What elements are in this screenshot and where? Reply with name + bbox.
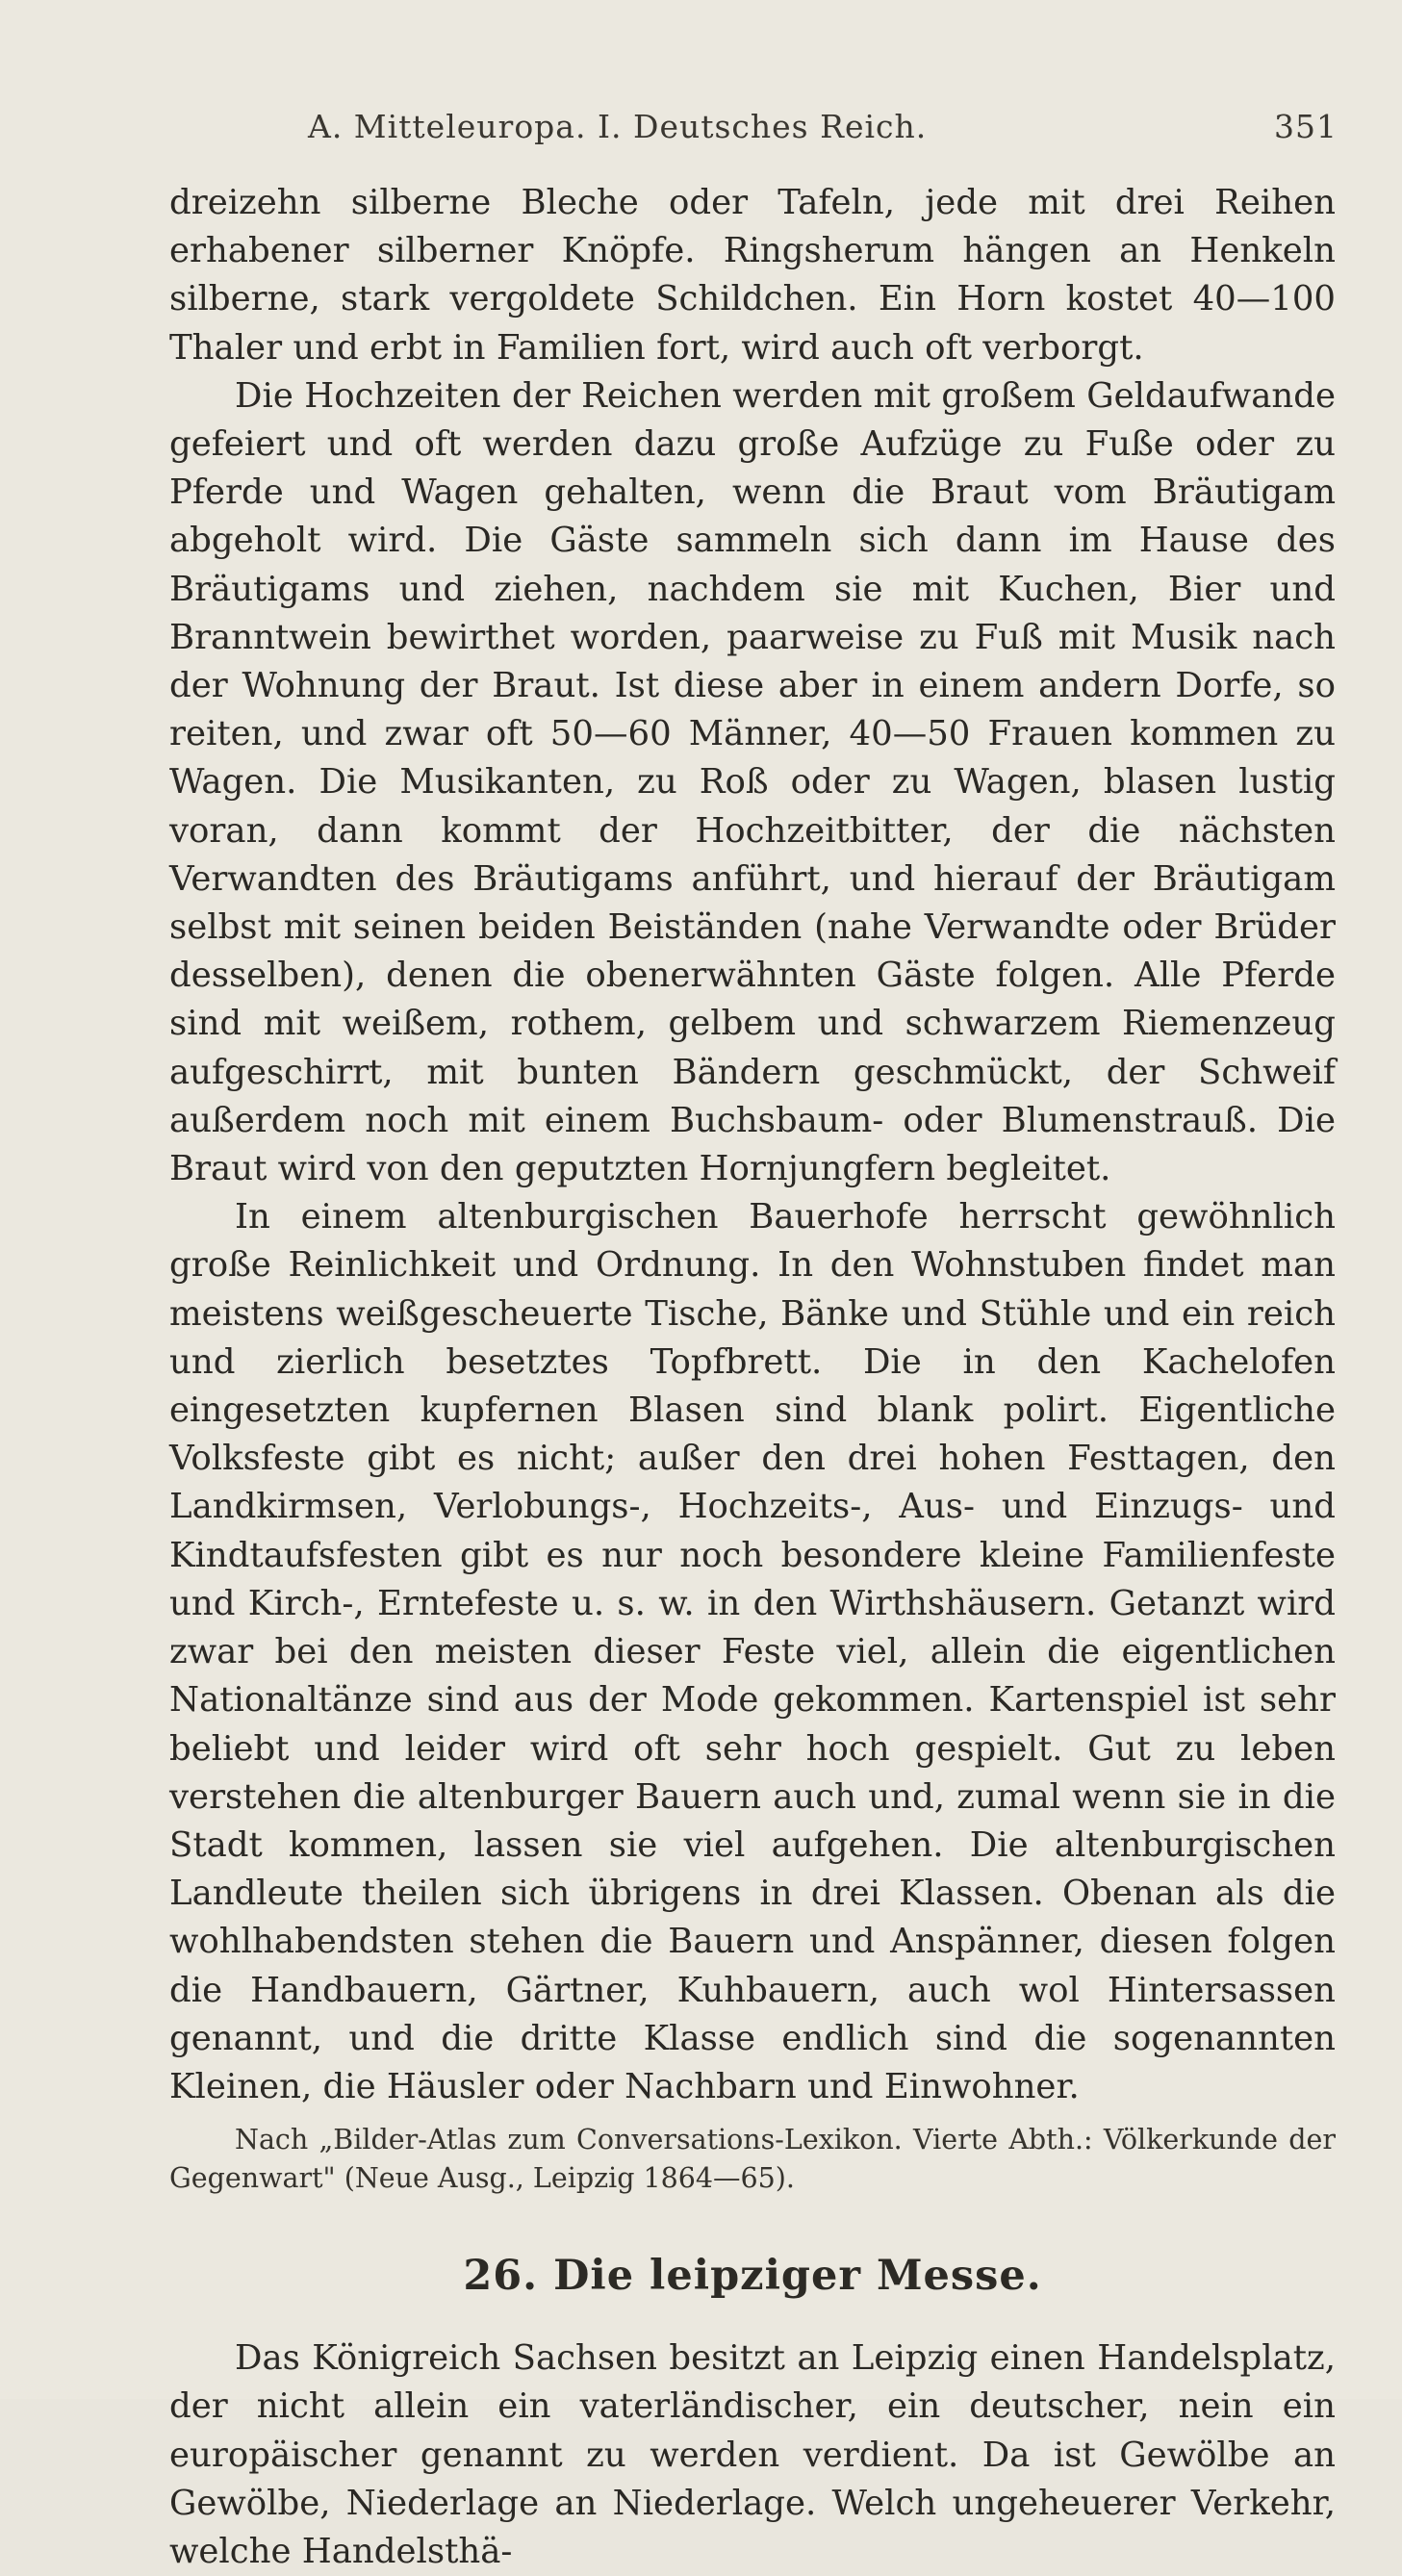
paragraph-continuation: dreizehn silberne Bleche oder Tafeln, jede mit drei Reihen erhabener silberner Knöpfe. Ringsherum hängen an Henkeln silberne, stark vergoldete Schildchen. Ein Horn kostet 40—100 Thaler und erbt in Familien fort, wird auch oft verborgt. bbox=[169, 183, 1336, 368]
page-number: 351 bbox=[1274, 108, 1338, 145]
running-head-section: A. Mitteleuropa. I. Deutsches Reich. bbox=[308, 108, 928, 145]
section-heading: 26. Die leipziger Messe. bbox=[463, 2252, 1042, 2301]
source-citation: Nach „Bilder-Atlas zum Conversations-Lexikon. Vierte Abth.: Völkerkunde der Gegenwart" (Neue Ausg., Leipzig 1864—65). bbox=[169, 2124, 1336, 2195]
running-head bbox=[289, 108, 1338, 150]
paragraph-farmhouse: In einem altenburgischen Bauerhofe herrscht gewöhnlich große Reinlichkeit und Ordnung. In den Wohnstuben findet man meistens weißgescheuerte Tische, Bänke und Stühle und ein reich und zierlich besetztes Topfbrett. Die in den Kachelofen eingesetzten kupfernen Blasen sind blank polirt. Eigentliche Volksfeste gibt es nicht; außer den drei hohen Festtagen, den Landkirmsen, Verlobungs-, Hochzeits-, Aus- und Einzugs- und Kindtaufsfesten gibt es nur noch besondere kleine Familienfeste und Kirch-, Erntefeste u. s. w. in den Wirthshäusern. Getanzt wird zwar bei den meisten dieser Feste viel, allein die eigentlichen Nationaltänze sind aus der Mode gekommen. Kartenspiel ist sehr beliebt und leider wird oft sehr hoch gespielt. Gut zu leben verstehen die altenburger Bauern auch und, zumal wenn sie in die Stadt kommen, lassen sie viel aufgehen. Die altenburgischen Landleute theilen sich übrigens in drei Klassen. Obenan als die wohlhabendsten stehen die Bauern und Anspänner, diesen folgen die Handbauern, Gärtner, Kuhbauern, auch wol Hintersassen genannt, und die dritte Klasse endlich sind die sogenannten Kleinen, die Häusler oder Nachbarn und Einwohner. bbox=[169, 1197, 1336, 2106]
paragraph-leipzig: Das Königreich Sachsen besitzt an Leipzig einen Handelsplatz, der nicht allein ein vaterländischer, ein deutscher, nein ein europäischer genannt zu werden verdient. Da ist Gewölbe an Gewölbe, Niederlage an Niederlage. Welch ungeheuerer Verkehr, welche Handelsthä- bbox=[169, 2338, 1336, 2571]
body-text bbox=[169, 179, 1336, 2576]
paragraph-weddings: Die Hochzeiten der Reichen werden mit großem Geldaufwande gefeiert und oft werden dazu große Aufzüge zu Fuße oder zu Pferde und Wagen gehalten, wenn die Braut vom Bräutigam abgeholt wird. Die Gäste sammeln sich dann im Hause des Bräutigams und ziehen, nachdem sie mit Kuchen, Bier und Branntwein bewirthet worden, paarweise zu Fuß mit Musik nach der Wohnung der Braut. Ist diese aber in einem andern Dorfe, so reiten, und zwar oft 50—60 Männer, 40—50 Frauen kommen zu Wagen. Die Musikanten, zu Roß oder zu Wagen, blasen lustig voran, dann kommt der Hochzeitbitter, der die nächsten Verwandten des Bräutigams anführt, und hierauf der Bräutigam selbst mit seinen beiden Beiständen (nahe Verwandte oder Brüder desselben), denen die obenerwähnten Gäste folgen. Alle Pferde sind mit weißem, rothem, gelbem und schwarzem Riemenzeug aufgeschirrt, mit bunten Bändern geschmückt, der Schweif außerdem noch mit einem Buchsbaum- oder Blumenstrauß. Die Braut wird von den geputzten Hornjungfern begleitet. bbox=[169, 375, 1336, 1189]
